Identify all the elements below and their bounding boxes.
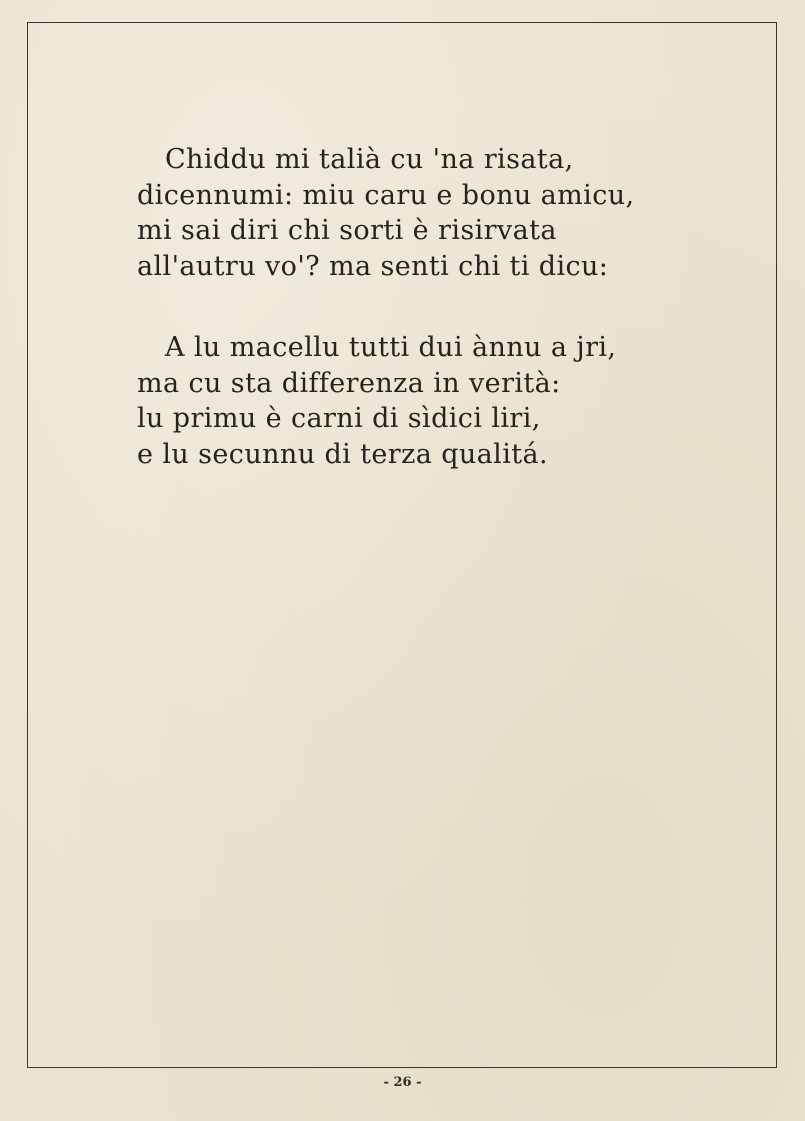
poem-line: dicennumi: miu caru e bonu amicu,	[137, 179, 635, 211]
poem-line: all'autru vo'? ma senti chi ti dicu:	[137, 250, 609, 282]
poem-line: ma cu sta differenza in verità:	[137, 367, 561, 399]
poem-line: Chiddu mi talià cu 'na risata,	[165, 144, 574, 175]
poem-line: mi sai diri chi sorti è risirvata	[137, 215, 557, 246]
poem-line: e lu secunnu di terza qualitá.	[137, 438, 548, 470]
poem-line: lu primu è carni di sìdici liri,	[137, 403, 541, 434]
stanza-1	[137, 142, 657, 284]
poem-text	[137, 142, 657, 472]
stanza-2	[137, 330, 657, 472]
page-number: - 26 -	[383, 1075, 422, 1090]
poem-line: A lu macellu tutti dui ànnu a jri,	[165, 332, 617, 363]
